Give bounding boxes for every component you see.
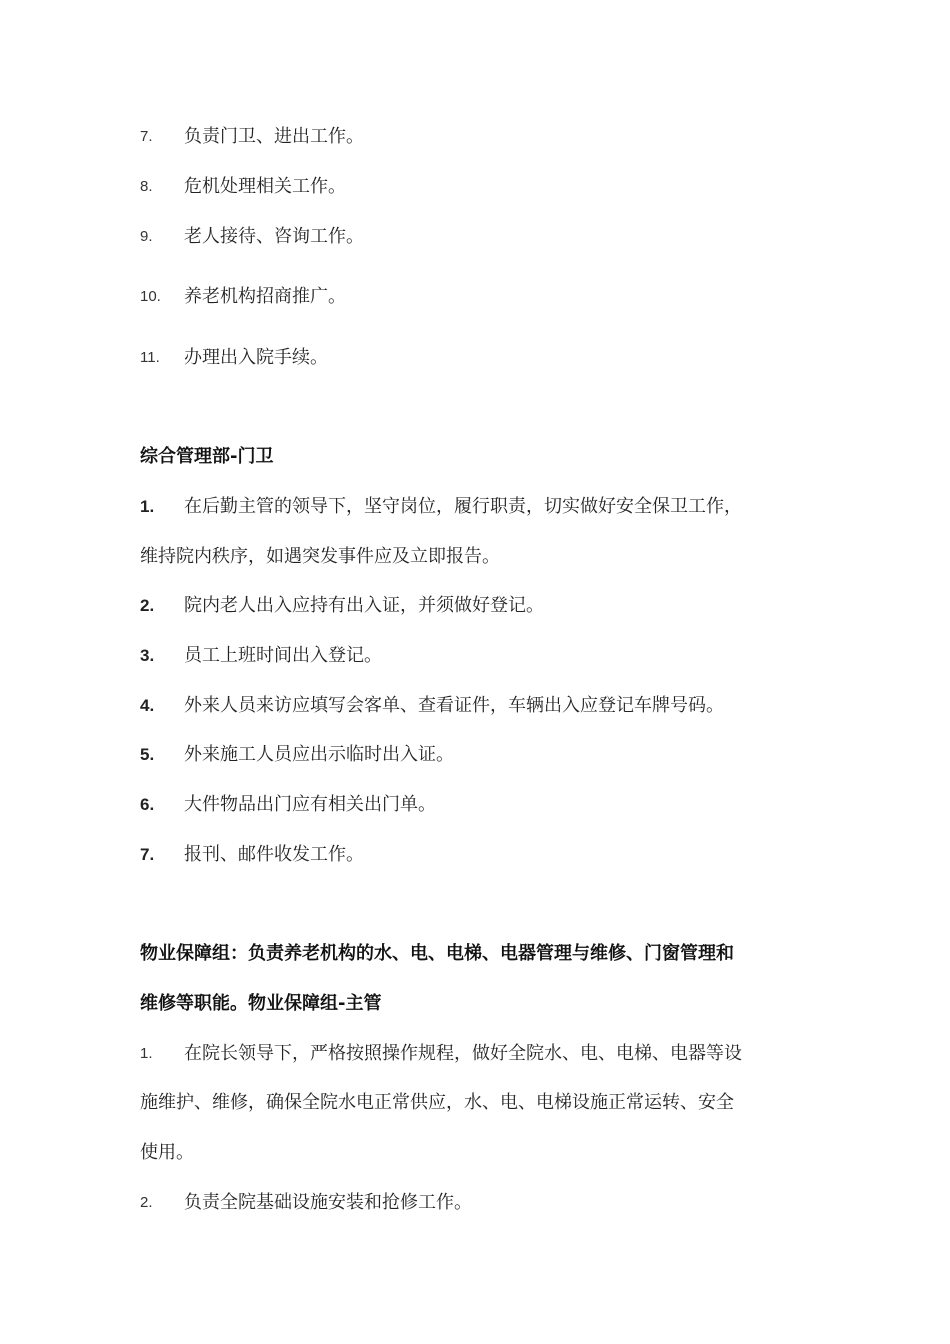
list-number: 2.: [140, 596, 155, 615]
list-number: 10.: [140, 288, 161, 305]
list-number: 1.: [140, 1045, 153, 1062]
list-text-continuation: 施维护、维修，确保全院水电正常供应，水、电、电梯设施正常运转、安全: [140, 1092, 734, 1113]
list-text: 负责门卫、进出工作。: [184, 126, 364, 147]
list-text: 外来施工人员应出示临时出入证。: [184, 744, 454, 765]
list-text: 员工上班时间出入登记。: [184, 645, 382, 666]
list-item: [140, 343, 820, 373]
list-number: 7.: [140, 128, 153, 145]
list-item: [140, 282, 820, 312]
section-heading-property: 物业保障组：负责养老机构的水、电、电梯、电器管理与维修、门窗管理和: [140, 943, 734, 964]
list-number: 11.: [140, 349, 160, 366]
list-item: [140, 740, 820, 770]
list-text: 外来人员来访应填写会客单、查看证件，车辆出入应登记车牌号码。: [184, 695, 724, 716]
section-heading-property-cont: 维修等职能。物业保障组-主管: [140, 993, 382, 1014]
list-number: 5.: [140, 745, 155, 764]
list-text-continuation: 维持院内秩序，如遇突发事件应及立即报告。: [140, 546, 500, 567]
list-item: [140, 840, 820, 870]
list-text: 报刊、邮件收发工作。: [184, 844, 364, 865]
list-text: 老人接待、咨询工作。: [184, 226, 364, 247]
list-text: 养老机构招商推广。: [184, 286, 346, 307]
list-number: 9.: [140, 228, 153, 245]
list-text-continuation: 使用。: [140, 1142, 194, 1163]
list-item: [140, 591, 820, 621]
list-text: 办理出入院手续。: [184, 347, 328, 368]
list-item: [140, 222, 820, 252]
list-number: 4.: [140, 696, 155, 715]
list-number: 2.: [140, 1194, 153, 1211]
list-number: 7.: [140, 845, 155, 864]
list-item: [140, 691, 820, 721]
list-item: [140, 1188, 820, 1218]
list-text: 在后勤主管的领导下，坚守岗位，履行职责，切实做好安全保卫工作，: [184, 496, 742, 517]
list-text: 危机处理相关工作。: [184, 176, 346, 197]
list-number: 3.: [140, 646, 155, 665]
list-item: [140, 122, 820, 152]
list-text: 负责全院基础设施安装和抢修工作。: [184, 1192, 472, 1213]
list-item: [140, 1039, 820, 1069]
list-item: [140, 790, 820, 820]
list-item: [140, 641, 820, 671]
list-number: 8.: [140, 178, 153, 195]
list-text: 在院长领导下，严格按照操作规程，做好全院水、电、电梯、电器等设: [184, 1043, 742, 1064]
list-item: [140, 492, 820, 522]
section-heading-gate: 综合管理部-门卫: [140, 446, 274, 467]
list-number: 6.: [140, 795, 155, 814]
list-item: [140, 172, 820, 202]
list-number: 1.: [140, 497, 155, 516]
list-text: 大件物品出门应有相关出门单。: [184, 794, 436, 815]
list-text: 院内老人出入应持有出入证，并须做好登记。: [184, 595, 544, 616]
